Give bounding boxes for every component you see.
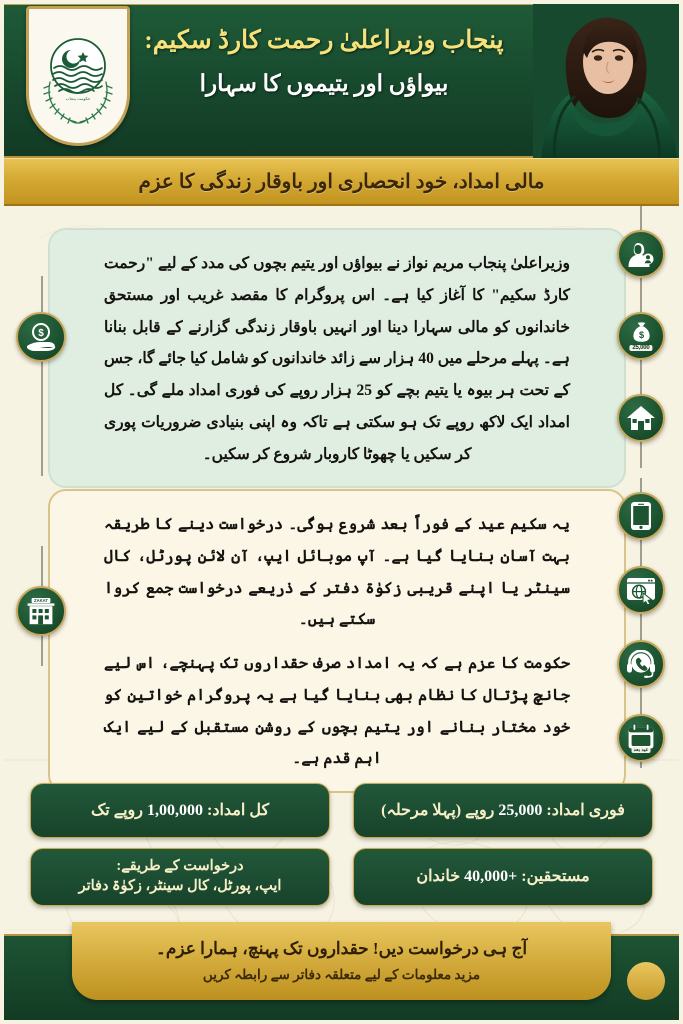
stat-immediate-aid-suffix: روپے (پہلا مرحلہ): [381, 801, 495, 819]
application-process-paragraph-1: یہ سکیم عید کے فوراً بعد شروع ہوگی۔ درخواست دینے کا طریقہ بہت آسان بنایا گیا ہے۔ آپ موبائل ایپ، آن لائن پورٹل، کال سینٹر یا اپنے قریبی زکوٰۃ دفتر کے ذریعے درخواست جمع کروا سکتے ہیں۔: [104, 516, 571, 629]
zakat-office-building-icon: [16, 586, 66, 636]
mobile-phone-glyph: [630, 501, 652, 531]
punjab-government-emblem: [26, 6, 130, 146]
application-process-paragraph-2: حکومت کا عزم ہے کہ یہ امداد صرف حقداروں تک پہنچے، اس لیے جانچ پڑتال کا نظام بھی بنایا گیا ہے یہ پروگرام خواتین کو خود مختار بنانے اور یتیم بچوں کے روشن مستقبل کے لیے ایک اہم قدم ہے۔: [104, 655, 571, 768]
stat-total-aid-text: [91, 800, 269, 822]
content-area: [0, 206, 683, 766]
stat-immediate-aid-label: فوری امداد:: [546, 801, 625, 819]
stat-total-aid: [30, 783, 330, 838]
online-portal-glyph: [626, 576, 656, 604]
call-center-headset-icon: [617, 640, 665, 688]
application-process-card: [48, 489, 626, 793]
calendar-caption: عید بعد: [633, 747, 649, 753]
chief-minister-portrait-image: [533, 0, 683, 158]
stat-immediate-aid-value: 25,000: [498, 801, 543, 819]
punjab-government-emblem-icon: [38, 26, 118, 126]
header-title-block: [140, 22, 508, 102]
page-title: پنجاب وزیراعلیٰ رحمت کارڈ سکیم:: [144, 27, 504, 54]
chief-minister-portrait: [533, 0, 683, 158]
hand-holding-money-glyph: [25, 322, 57, 352]
svg-text:حکومت پنجاب: حکومت پنجاب: [65, 96, 91, 101]
home-icon: [617, 394, 665, 442]
widow-and-child-icon: [617, 230, 665, 278]
stat-beneficiaries-label: مستحقین:: [521, 868, 590, 886]
scheme-overview-card: [48, 228, 626, 488]
stat-total-aid-value: 1,00,000: [147, 801, 204, 819]
hand-holding-money-icon: [16, 312, 66, 362]
page-subtitle: بیواؤں اور یتیموں کا سہارا: [199, 70, 449, 96]
svg-text:$: $: [38, 328, 44, 339]
stat-total-aid-suffix: روپے تک: [90, 801, 144, 819]
footer-decorative-circle: [627, 962, 665, 1000]
icon-rail-left-top: [41, 276, 43, 476]
poster-header: [0, 0, 683, 158]
stat-immediate-aid-text: [381, 800, 625, 822]
stat-apply-methods-text: [79, 857, 282, 896]
poster-footer: [0, 934, 683, 1024]
stat-apply-methods-value: ایپ، پورٹل، کال سینٹر، زکوٰۃ دفاتر: [78, 878, 282, 894]
footer-call-to-action: [72, 922, 611, 1000]
stat-apply-methods-label: درخواست کے طریقے:: [116, 858, 244, 875]
calendar-icon: [617, 714, 665, 762]
tagline-ribbon: [0, 158, 683, 206]
widow-and-child-glyph: [626, 239, 656, 269]
stat-beneficiaries-text: [416, 866, 589, 888]
stat-beneficiaries-value: +40,000: [464, 868, 518, 886]
mobile-phone-icon: [617, 492, 665, 540]
tagline-text: مالی امداد، خود انحصاری اور باوقار زندگی کا عزم: [138, 171, 545, 193]
money-bag-icon: [617, 312, 665, 360]
home-glyph: [626, 404, 656, 432]
money-bag-glyph: [628, 320, 655, 347]
zakat-office-building-glyph: [25, 596, 57, 626]
stat-apply-methods: [30, 848, 330, 906]
svg-text:$: $: [638, 329, 644, 340]
call-center-headset-glyph: [626, 650, 656, 678]
svg-text:ZAKAT: ZAKAT: [34, 598, 48, 604]
footer-cta-line-1: آج ہی درخواست دیں! حقداروں تک پہنچ، ہمارا عزم۔: [155, 939, 528, 959]
stat-beneficiaries-suffix: خاندان: [416, 868, 461, 886]
stat-immediate-aid: [353, 783, 653, 838]
stat-beneficiaries: [353, 848, 653, 906]
money-bag-amount-caption: 25,000: [629, 345, 652, 351]
stat-total-aid-label: کل امداد:: [207, 801, 270, 819]
scheme-overview-paragraph: وزیراعلیٰ پنجاب مریم نواز نے بیواؤں اور یتیم بچوں کی مدد کے لیے "رحمت کارڈ سکیم" کا آغاز کیا ہے۔ اس پروگرام کا مقصد غریب اور مستحق خاندانوں کو مالی سہارا دینا اور انہیں باوقار زندگی گزارنے کے قابل بنانا ہے۔ پہلے مرحلے میں 40 ہزار سے زائد خاندانوں کو شامل کیا جائے گا، جس کے تحت ہر بیوہ یا یتیم بچے کو 25 ہزار روپے کی فوری امداد ملے گی۔ کل امداد ایک لاکھ روپے تک ہو سکتی ہے تاکہ وہ اپنی بنیادی ضروریات پوری کر سکیں یا چھوٹا کاروبار شروع کر سکیں۔: [104, 255, 570, 463]
footer-cta-line-2: مزید معلومات کے لیے متعلقہ دفاتر سے رابطہ کریں: [202, 966, 481, 982]
online-portal-icon: [617, 566, 665, 614]
